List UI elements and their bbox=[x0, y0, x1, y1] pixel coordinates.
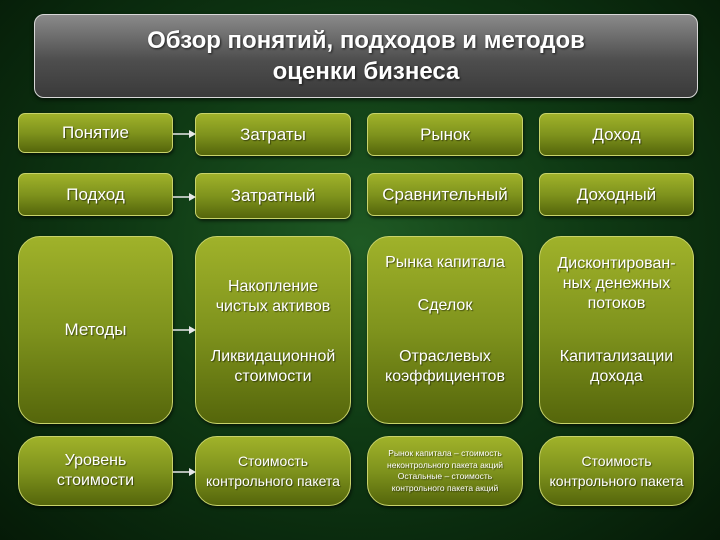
approach-income: Доходный bbox=[576, 184, 657, 204]
method-capital-market: Рынка капитала bbox=[385, 254, 505, 271]
method-transactions: Сделок bbox=[417, 297, 473, 314]
concept-label-box bbox=[18, 113, 173, 153]
concept-label: Понятие bbox=[61, 123, 129, 142]
concept-market-box bbox=[367, 113, 523, 156]
arrow-concept bbox=[173, 128, 197, 140]
method-income-capitalization: Капитализации дохода bbox=[559, 348, 674, 385]
approach-label-box bbox=[18, 173, 173, 216]
method-discounted-cash-flows: Дисконтирован- ных денежных потоков bbox=[557, 255, 676, 312]
value-level-costs: Стоимость контрольного пакета bbox=[206, 453, 340, 489]
value-level-market-box bbox=[367, 436, 523, 506]
value-level-market: Рынок капитала – стоимость неконтрольного пакета акций Остальные – стоимость контрольного пакета акций bbox=[387, 448, 503, 493]
value-level-income: Стоимость контрольного пакета bbox=[549, 453, 684, 489]
diagram-title bbox=[34, 14, 698, 98]
methods-costs-box bbox=[195, 236, 351, 424]
concept-income-box bbox=[539, 113, 694, 156]
approach-label: Подход bbox=[66, 184, 125, 204]
methods-income-box bbox=[539, 236, 694, 424]
concept-costs-box bbox=[195, 113, 351, 156]
value-level-costs-box bbox=[195, 436, 351, 506]
value-level-label-box bbox=[18, 436, 173, 506]
methods-label: Методы bbox=[64, 320, 127, 339]
methods-market-box bbox=[367, 236, 523, 424]
arrow-value-level bbox=[173, 466, 197, 478]
concept-market: Рынок bbox=[420, 124, 470, 144]
value-level-label: Уровень стоимости bbox=[56, 452, 135, 489]
concept-costs: Затраты bbox=[240, 124, 306, 144]
approach-costs-box bbox=[195, 173, 351, 219]
method-liquidation-value: Ликвидационной стоимости bbox=[210, 348, 336, 385]
method-net-assets: Накопление чистых активов bbox=[215, 278, 331, 315]
title-line-2: оценки бизнеса bbox=[272, 58, 460, 85]
arrow-methods bbox=[173, 324, 197, 336]
approach-market: Сравнительный bbox=[382, 184, 508, 204]
value-level-income-box bbox=[539, 436, 694, 506]
method-industry-ratios: Отраслевых коэффициентов bbox=[385, 348, 505, 385]
concept-income: Доход bbox=[592, 124, 641, 144]
approach-costs: Затратный bbox=[230, 186, 316, 205]
arrow-approach bbox=[173, 191, 197, 203]
approach-market-box bbox=[367, 173, 523, 216]
approach-income-box bbox=[539, 173, 694, 216]
methods-label-box bbox=[18, 236, 173, 424]
title-line-1: Обзор понятий, подходов и методов bbox=[147, 27, 585, 54]
